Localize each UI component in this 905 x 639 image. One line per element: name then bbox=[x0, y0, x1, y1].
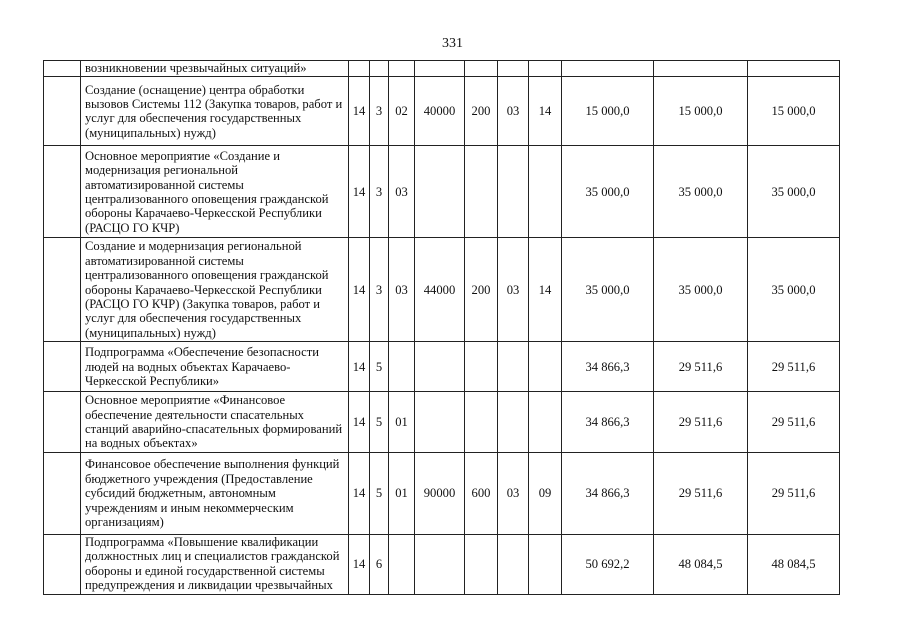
program-code-cell: 03 bbox=[389, 146, 415, 238]
amount-year-1-cell: 34 866,3 bbox=[562, 342, 654, 392]
amount-year-2-cell: 48 084,5 bbox=[654, 534, 748, 594]
expense-type-cell bbox=[465, 61, 498, 77]
item-name-cell: Финансовое обеспечение выполнения функций бюджетного учреждения (Предоставление субсидий бюджетным, автономным учреждениям и иным некоммерческим организациям) bbox=[81, 452, 349, 534]
program-code-cell: 02 bbox=[389, 77, 415, 146]
subsection-cell: 5 bbox=[370, 452, 389, 534]
budget-table bbox=[43, 60, 840, 595]
grbs-cell: 03 bbox=[498, 452, 529, 534]
expense-type-cell bbox=[465, 146, 498, 238]
target-code-cell: 14 bbox=[529, 238, 562, 342]
amount-year-2-cell: 29 511,6 bbox=[654, 452, 748, 534]
subsection-cell: 3 bbox=[370, 146, 389, 238]
expense-type-cell bbox=[465, 342, 498, 392]
amount-year-3-cell bbox=[748, 61, 840, 77]
row-index-cell bbox=[44, 61, 81, 77]
program-code-cell bbox=[389, 61, 415, 77]
target-code-cell bbox=[529, 146, 562, 238]
section-cell: 14 bbox=[349, 452, 370, 534]
table-row bbox=[44, 534, 840, 594]
amount-year-3-cell: 29 511,6 bbox=[748, 452, 840, 534]
subsection-cell bbox=[370, 61, 389, 77]
subsection-cell: 3 bbox=[370, 238, 389, 342]
direction-code-cell: 44000 bbox=[415, 238, 465, 342]
program-code-cell: 01 bbox=[389, 452, 415, 534]
grbs-cell bbox=[498, 342, 529, 392]
target-code-cell bbox=[529, 534, 562, 594]
item-name-cell: Подпрограмма «Обеспечение безопасности людей на водных объектах Карачаево-Черкесской Республики» bbox=[81, 342, 349, 392]
section-cell: 14 bbox=[349, 392, 370, 453]
subsection-cell: 5 bbox=[370, 392, 389, 453]
target-code-cell bbox=[529, 392, 562, 453]
row-index-cell bbox=[44, 452, 81, 534]
item-name-cell: Создание (оснащение) центра обработки вызовов Системы 112 (Закупка товаров, работ и услуг для обеспечения государственных (муниципальных) нужд) bbox=[81, 77, 349, 146]
section-cell: 14 bbox=[349, 342, 370, 392]
subsection-cell: 5 bbox=[370, 342, 389, 392]
table-row bbox=[44, 392, 840, 453]
amount-year-3-cell: 29 511,6 bbox=[748, 342, 840, 392]
section-cell bbox=[349, 61, 370, 77]
target-code-cell bbox=[529, 61, 562, 77]
amount-year-2-cell bbox=[654, 61, 748, 77]
program-code-cell bbox=[389, 534, 415, 594]
amount-year-3-cell: 35 000,0 bbox=[748, 238, 840, 342]
amount-year-2-cell: 15 000,0 bbox=[654, 77, 748, 146]
item-name-cell: Основное мероприятие «Финансовое обеспечение деятельности спасательных станций аварийно-спасательных формирований на водных объектах» bbox=[81, 392, 349, 453]
amount-year-1-cell: 50 692,2 bbox=[562, 534, 654, 594]
item-name-cell: Подпрограмма «Повышение квалификации должностных лиц и специалистов гражданской обороны и единой государственной системы предупреждения и ликвидации чрезвычайных bbox=[81, 534, 349, 594]
target-code-cell: 09 bbox=[529, 452, 562, 534]
amount-year-1-cell: 35 000,0 bbox=[562, 238, 654, 342]
amount-year-2-cell: 35 000,0 bbox=[654, 146, 748, 238]
amount-year-1-cell: 15 000,0 bbox=[562, 77, 654, 146]
section-cell: 14 bbox=[349, 534, 370, 594]
program-code-cell: 03 bbox=[389, 238, 415, 342]
table-row bbox=[44, 146, 840, 238]
expense-type-cell bbox=[465, 392, 498, 453]
table-row bbox=[44, 77, 840, 146]
grbs-cell bbox=[498, 534, 529, 594]
direction-code-cell bbox=[415, 534, 465, 594]
grbs-cell: 03 bbox=[498, 77, 529, 146]
direction-code-cell bbox=[415, 146, 465, 238]
direction-code-cell bbox=[415, 342, 465, 392]
direction-code-cell bbox=[415, 61, 465, 77]
row-index-cell bbox=[44, 342, 81, 392]
row-index-cell bbox=[44, 534, 81, 594]
section-cell: 14 bbox=[349, 77, 370, 146]
amount-year-3-cell: 35 000,0 bbox=[748, 146, 840, 238]
target-code-cell: 14 bbox=[529, 77, 562, 146]
row-index-cell bbox=[44, 238, 81, 342]
amount-year-1-cell: 34 866,3 bbox=[562, 392, 654, 453]
amount-year-1-cell: 34 866,3 bbox=[562, 452, 654, 534]
expense-type-cell bbox=[465, 534, 498, 594]
table-row bbox=[44, 238, 840, 342]
amount-year-1-cell: 35 000,0 bbox=[562, 146, 654, 238]
subsection-cell: 6 bbox=[370, 534, 389, 594]
amount-year-2-cell: 29 511,6 bbox=[654, 342, 748, 392]
section-cell: 14 bbox=[349, 238, 370, 342]
subsection-cell: 3 bbox=[370, 77, 389, 146]
table-row bbox=[44, 452, 840, 534]
direction-code-cell: 40000 bbox=[415, 77, 465, 146]
item-name-cell: возникновении чрезвычайных ситуаций» bbox=[81, 61, 349, 77]
section-cell: 14 bbox=[349, 146, 370, 238]
item-name-cell: Основное мероприятие «Создание и модернизация региональной автоматизированной системы централизованного оповещения гражданской обороны Карачаево-Черкесской Республики (РАСЦО ГО КЧР) bbox=[81, 146, 349, 238]
amount-year-3-cell: 48 084,5 bbox=[748, 534, 840, 594]
amount-year-2-cell: 35 000,0 bbox=[654, 238, 748, 342]
amount-year-1-cell bbox=[562, 61, 654, 77]
expense-type-cell: 600 bbox=[465, 452, 498, 534]
direction-code-cell bbox=[415, 392, 465, 453]
amount-year-2-cell: 29 511,6 bbox=[654, 392, 748, 453]
page-number: 331 bbox=[442, 36, 463, 51]
target-code-cell bbox=[529, 342, 562, 392]
direction-code-cell: 90000 bbox=[415, 452, 465, 534]
table-row bbox=[44, 61, 840, 77]
row-index-cell bbox=[44, 392, 81, 453]
row-index-cell bbox=[44, 77, 81, 146]
grbs-cell bbox=[498, 146, 529, 238]
grbs-cell bbox=[498, 61, 529, 77]
row-index-cell bbox=[44, 146, 81, 238]
item-name-cell: Создание и модернизация региональной автоматизированной системы централизованного оповещения гражданской обороны Карачаево-Черкесской Республики (РАСЦО ГО КЧР) (Закупка товаров, работ и услуг для обеспечения государственных (муниципальных) нужд) bbox=[81, 238, 349, 342]
grbs-cell bbox=[498, 392, 529, 453]
table-row bbox=[44, 342, 840, 392]
grbs-cell: 03 bbox=[498, 238, 529, 342]
expense-type-cell: 200 bbox=[465, 238, 498, 342]
amount-year-3-cell: 15 000,0 bbox=[748, 77, 840, 146]
expense-type-cell: 200 bbox=[465, 77, 498, 146]
amount-year-3-cell: 29 511,6 bbox=[748, 392, 840, 453]
program-code-cell bbox=[389, 342, 415, 392]
program-code-cell: 01 bbox=[389, 392, 415, 453]
